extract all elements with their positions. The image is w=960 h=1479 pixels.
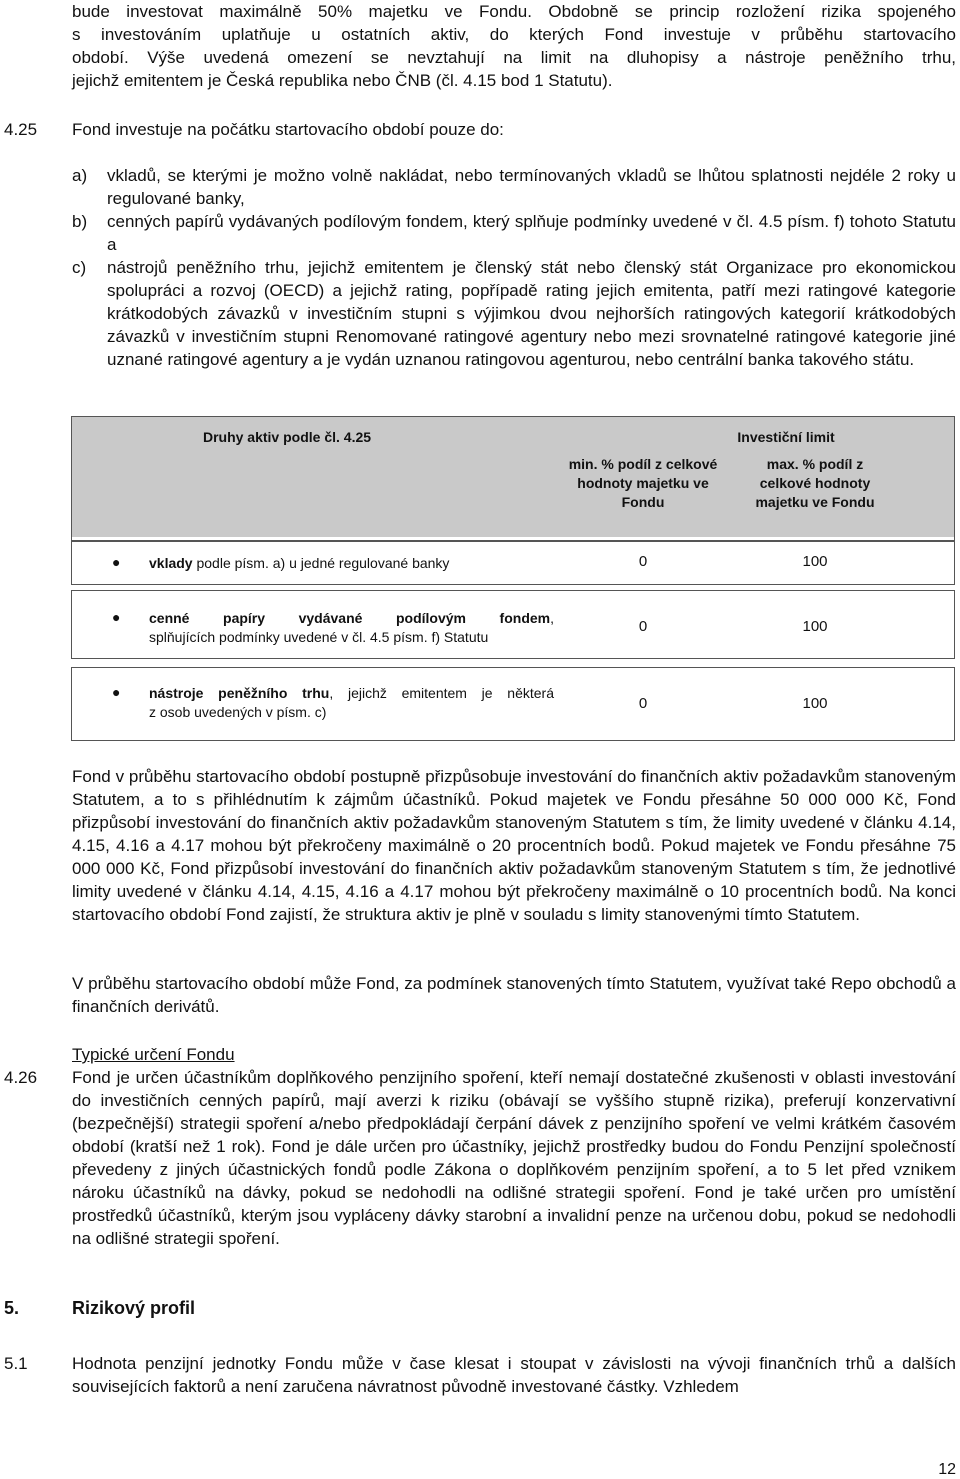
list-label-a: a) [72,166,88,185]
row-rest-text: podle písm. a) u jedné regulované banky [192,555,450,571]
table-col2-header: Investiční limit [737,429,835,445]
table-col1-header: Druhy aktiv podle čl. 4.25 [202,429,372,445]
startup-paragraph-2: V průběhu startovacího období může Fond, za podmínek stanovených tímto Statutem, využívat také Repo obchodů a finančních derivátů. [72,974,956,1016]
table-max-header: max. % podíl z celkové hodnoty majetku ve Fondu [755,456,875,510]
row-bold-text: vklady [149,555,193,571]
page-number: 12 [938,1461,956,1478]
table-max-value: 100 [802,695,828,712]
table-min-value: 0 [638,553,648,570]
list-text-c: nástrojů peněžního trhu, jejichž emitentem je členský stát nebo členský stát Organizace pro ekonomickou spolupráci a rozvoj (OECD) a jejichž rating, popřípadě rating jejich emitenta, patří mezi ratingové kategorie krátkodobých závazků v investičním stupni s výjimkou dvou nejhorších ratingových kategorií krátkodobých závazků v investičním stupni Renomované ratingové agentury nebo mezi srovnatelné ratingové kategorie jiné uznané ratingové agentury a je vydán uznanou ratingovou agenturou, nebo centrální banka takového státu. [107,258,956,369]
section-number-4-25: 4.25 [4,120,38,139]
intro-line-3: období. Výše uvedená omezení se nevztahují na limit na dluhopisy a nástroje peněžního trhu, [72,48,956,67]
table-min-value: 0 [638,695,648,712]
table-min-value: 0 [638,618,648,635]
intro-line-2: s investováním uplatňuje u ostatních aktiv, do kterých Fond investuje v průběhu startovacího [72,25,956,44]
section-number-5-1: 5.1 [4,1354,28,1373]
intro-line-1: bude investovat maximálně 50% majetku ve Fondu. Obdobně se princip rozložení rizika spojeného [72,2,956,21]
table-row-label [149,554,569,573]
table-row-label-line2: splňujících podmínky uvedené v čl. 4.5 písm. f) Statutu [149,629,489,645]
section-5-title: Rizikový profil [72,1298,196,1318]
section-5-1-text: Hodnota penzijní jednotky Fondu může v čase klesat i stoupat v závislosti na vývoji finančních trhů a dalších souvisejících faktorů a není zaručena návratnost původně investované částky. Vzhledem [72,1354,956,1396]
bullet-icon: ● [112,554,121,570]
intro-line-4: jejichž emitentem je Česká republika nebo ČNB (čl. 4.15 bod 1 Statutu). [72,71,613,90]
list-item-b [72,210,956,256]
list-label-b: b) [72,212,88,231]
section-4-26-text: Fond je určen účastníkům doplňkového penzijního spoření, kteří nemají dostatečné zkušenosti v oblasti investování do investičních cenných papírů, mají averzi k riziku (obávají se vyššího stupně rizika), preferují konzervativní (bezpečnější) strategii spoření a/nebo předpokládají čerpání dávek z penzijního spoření ve velmi krátkém časovém období (kratší než 1 rok). Fond je dále určen pro účastníky, jejichž prostředky budou do Fondu Penzijní společností převedeny z jiných účastnických fondů podle Zákona o doplňkovém penzijním spoření, a to 5 let před vznikem nároku účastníků na dávky, pokud se nedohodli na odlišné strategii spoření. Fond je také určen pro umístění prostředků účastníků, kterým jsou vypláceny dávky starobní a invalidní penze na určenou dobu, pokud se nedohodli na odlišné strategii spoření. [72,1068,956,1248]
table-row [71,590,955,659]
limits-table-header [71,416,955,541]
row-bold-text: nástroje peněžního trhu [149,685,330,701]
section-4-26-heading: Typické určení Fondu [72,1045,235,1064]
section-number-4-26: 4.26 [4,1068,38,1087]
table-row-label-line2: z osob uvedených v písm. c) [149,704,327,720]
list-item-a [72,164,956,210]
row-rest-text: , [550,610,554,626]
section-4-25-lead: Fond investuje na počátku startovacího období pouze do: [72,120,504,139]
list-label-c: c) [72,258,87,277]
bullet-icon: ● [112,684,121,700]
table-min-header: min. % podíl z celkové hodnoty majetku ve Fondu [568,456,718,510]
bullet-icon: ● [112,609,121,625]
row-rest-text: , jejichž emitentem je některá [329,685,554,701]
row-bold-text: cenné papíry vydávané podílovým fondem [149,610,551,626]
table-row-label [149,684,554,703]
table-row [71,667,955,741]
section-5-number: 5. [4,1298,20,1318]
table-row [71,541,955,585]
list-item-c [72,256,956,371]
table-max-value: 100 [802,553,828,570]
startup-paragraph-1: Fond v průběhu startovacího období postupně přizpůsobuje investování do finančních aktiv požadavkům stanoveným Statutem, a to s přihlédnutím k zájmům účastníků. Pokud majetek ve Fondu přesáhne 50 000 000 Kč, Fond přizpůsobí investování do finančních aktiv požadavkům stanoveným Statutem s tím, že limity uvedené v článku 4.14, 4.15, 4.16 a 4.17 mohou být překročeny maximálně o 20 procentních bodů. Pokud majetek ve Fondu přesáhne 75 000 000 Kč, Fond přizpůsobí investování do finančních aktiv požadavkům stanoveným Statutem s tím, že jednotlivé limity uvedené v článku 4.14, 4.15, 4.16 a 4.17 mohou být překročeny maximálně o 10 procentních bodů. Na konci startovacího období Fond zajistí, že struktura aktiv je plně v souladu s limity stanovenými tímto Statutem. [72,767,956,924]
table-max-value: 100 [802,618,828,635]
list-text-b: cenných papírů vydávaných podílovým fondem, který splňuje podmínky uvedené v čl. 4.5 písm. f) tohoto Statutu a [107,212,956,254]
table-row-label [149,609,554,628]
list-text-a: vkladů, se kterými je možno volně nakládat, nebo termínovaných vkladů se lhůtou splatnosti nejdéle 2 roky u regulované banky, [107,166,956,208]
